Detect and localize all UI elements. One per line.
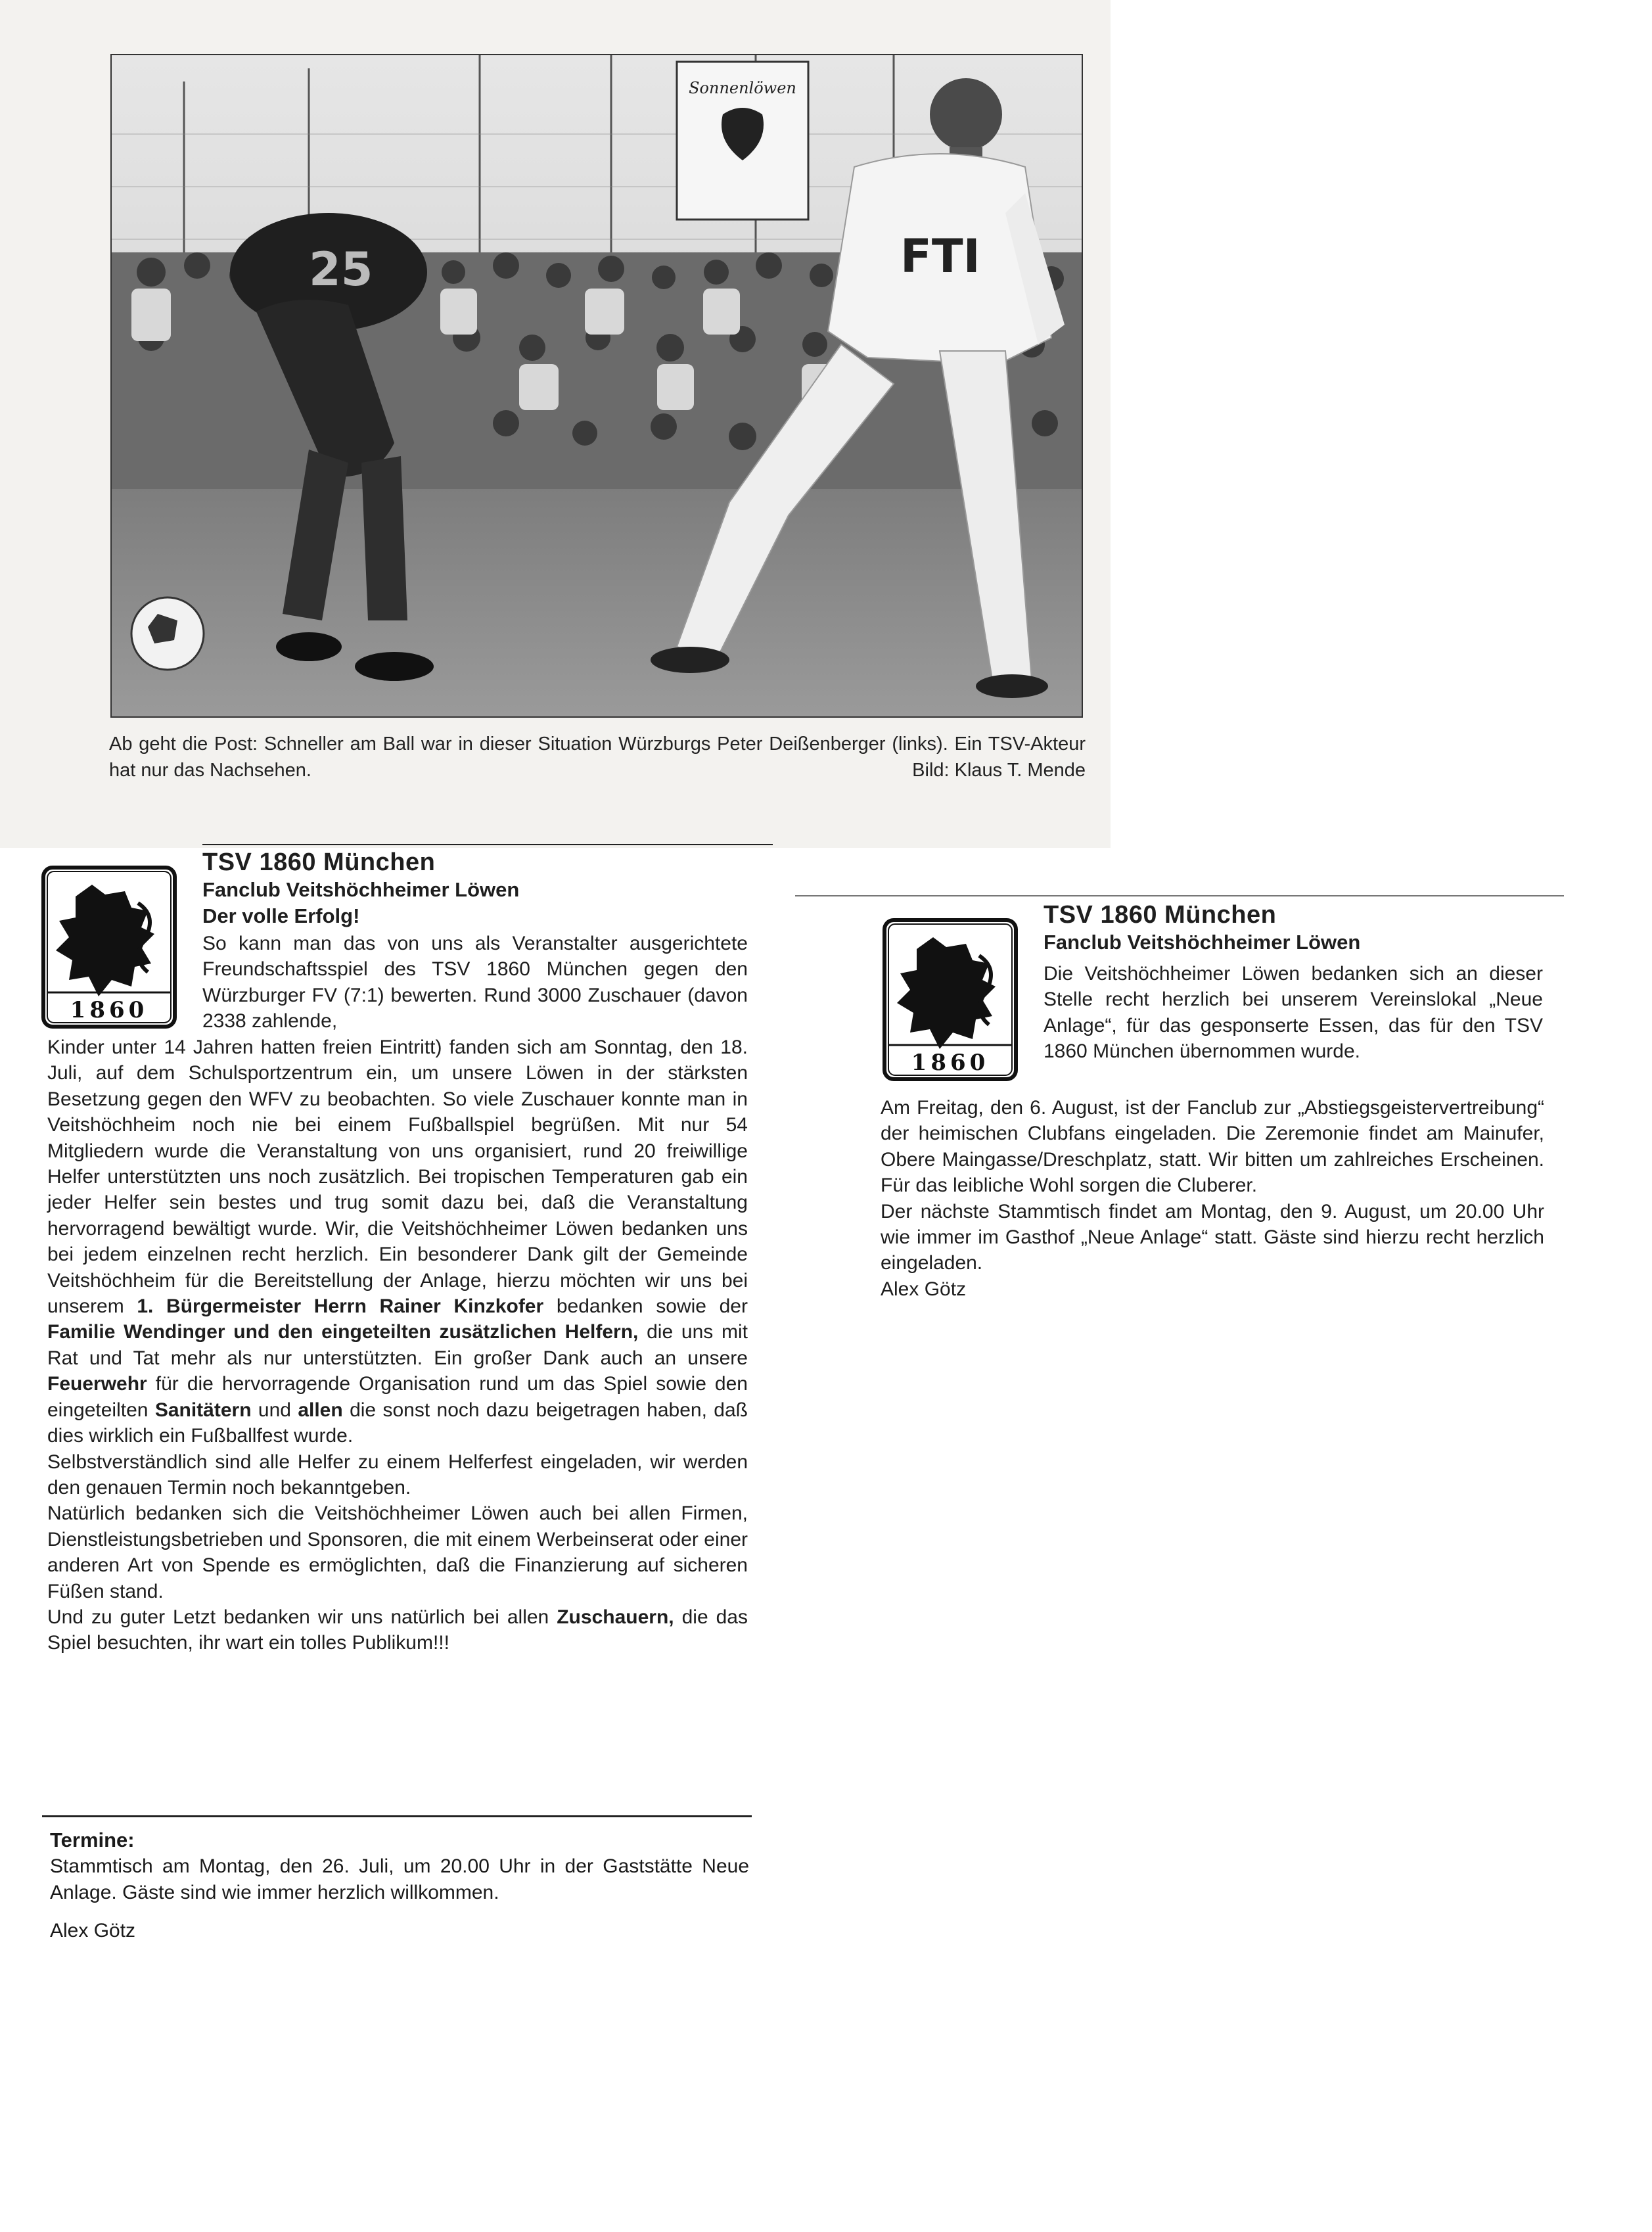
article-header [202,848,749,929]
highlight: Feuerwehr [47,1373,147,1395]
svg-text:1860: 1860 [911,1050,990,1076]
football [131,597,204,670]
paragraph: Selbstverständlich sind alle Helfer zu einem Helferfest eingeladen, wir werden den genauen Termin noch bekanntgeben. [47,1451,748,1499]
svg-text:Sonnenlöwen: Sonnenlöwen [689,79,796,97]
highlight: allen [298,1399,343,1421]
fanclub-name: Fanclub Veitshöchheimer Löwen [202,878,520,901]
svg-text:1860: 1860 [70,997,149,1023]
svg-text:25: 25 [309,243,373,296]
highlight: Zuschauern, [557,1606,674,1628]
svg-text:FTI: FTI [900,229,980,283]
article-header [1044,900,1543,956]
fan-banner [677,62,808,220]
termine-text: Stammtisch am Montag, den 26. Juli, um 20.00 Uhr in der Gaststätte Neue Anlage. Gäste sind wie immer herzlich willkommen. [50,1855,749,1903]
match-photo [110,54,1083,718]
caption-text: Ab geht die Post: Schneller am Ball war in dieser Situation Würzburgs Peter Deißenberger (links). Ein TSV-Akteur hat nur das Nachsehen. [109,733,1086,781]
signature: Alex Götz [881,1278,967,1300]
right-top-rule [795,895,1564,896]
tsv-1860-logo [39,864,179,1031]
paragraph: Natürlich bedanken sich die Veitshöchheimer Löwen auch bei allen Firmen, Dienstleistungsbetrieben und Sponsoren, die mit einem Werbeinserat oder einer anderen Art von Spende es ermöglichten, daß die Finanzierung auf sicheren Füßen stand. [47,1502,748,1602]
tsv-1860-logo [881,916,1020,1083]
paragraph: Und zu guter Letzt bedanken wir uns natürlich bei allen Zuschauern, die das Spiel besuchten, ihr wart ein tolles Publikum!!! [47,1606,748,1654]
article-intro: So kann man das von uns als Veranstalter ausgerichtete Freundschaftsspiel des TSV 1860 München gegen den Würzburger FV (7:1) bewerten. Rund 3000 Zuschauer (davon 2338 zahlende, [202,933,748,1033]
top-rule [202,844,773,845]
highlight: Familie Wendinger und den eingeteilten zusätzlichen Helfern, [47,1321,639,1343]
article-subtitle: Der volle Erfolg! [202,904,360,927]
highlight: 1. Bürgermeister Herrn Rainer Kinzkofer [137,1295,544,1318]
photo-credit: Bild: Klaus T. Mende [912,760,1086,781]
highlight: Sanitätern [154,1399,252,1421]
club-title: TSV 1860 München [202,849,436,876]
fanclub-name: Fanclub Veitshöchheimer Löwen [1044,931,1361,954]
termine-box [50,1827,749,1944]
club-title: TSV 1860 München [1044,901,1277,929]
paragraph: Der nächste Stammtisch findet am Montag, den 9. August, um 20.00 Uhr wie immer im Gasthof „Neue Anlage“ statt. Gäste sind hierzu recht herzlich eingeladen. [881,1200,1544,1274]
signature: Alex Götz [50,1920,136,1941]
paragraph: Kinder unter 14 Jahren hatten freien Eintritt) fanden sich am Sonntag, den 18. Juli, auf dem Schulsportzentrum ein, um unsere Löwen in der stärksten Besetzung gegen den WFV zu beobachten. So viele Zuschauer konnte man in Veitshöchheim noch nie bei einem Fußballspiel begrüßen. Mit nur 54 Mitgliedern wurde die Veranstaltung von uns organisiert, rund 20 freiwillige Helfer unterstützten uns noch zusätzlich. Bei tropischen Temperaturen gab ein jeder Helfer sein bestes und trug somit dazu bei, daß die Veranstaltung hervorragend bewältigt wurde. Wir, die Veitshöchheimer Löwen bedanken uns bei jedem einzelnen recht herzlich. Ein besonderer Dank gilt der Gemeinde Veitshöchheim für die Bereitstellung der Anlage, hierzu möchten wir uns bei unserem 1. Bürgermeister Herrn Rainer Kinzkofer bedanken sowie der Familie Wendinger und den eingeteilten zusätzlichen Helfern, die uns mit Rat und Tat mehr als nur unterstützten. Ein großer Dank auch an unsere Feuerwehr für die hervorragende Organisation rund um das Spiel sowie den eingeteilten Sanitätern und allen die sonst noch dazu beigetragen haben, daß dies wirklich ein Fußballfest wurde. [47,1036,748,1447]
paragraph: Am Freitag, den 6. August, ist der Fanclub zur „Abstiegsgeistervertreibung“ der heimischen Clubfans eingeladen. Die Zeremonie findet am Mainufer, Obere Maingasse/Dreschplatz, statt. Wir bitten um zahlreiches Erscheinen. Für das leibliche Wohl sorgen die Cluberer. [881,1097,1544,1197]
termine-rule [42,1815,752,1817]
article-body [881,1095,1544,1303]
article-intro: Die Veitshöchheimer Löwen bedanken sich an dieser Stelle recht herzlich bei unserem Vereinslokal „Neue Anlage“, für das gesponserte Essen, das für den TSV 1860 München übernommen wurde. [1044,963,1543,1063]
termine-heading: Termine: [50,1828,135,1851]
article-body [47,1035,748,1656]
photo-caption [109,731,1086,783]
